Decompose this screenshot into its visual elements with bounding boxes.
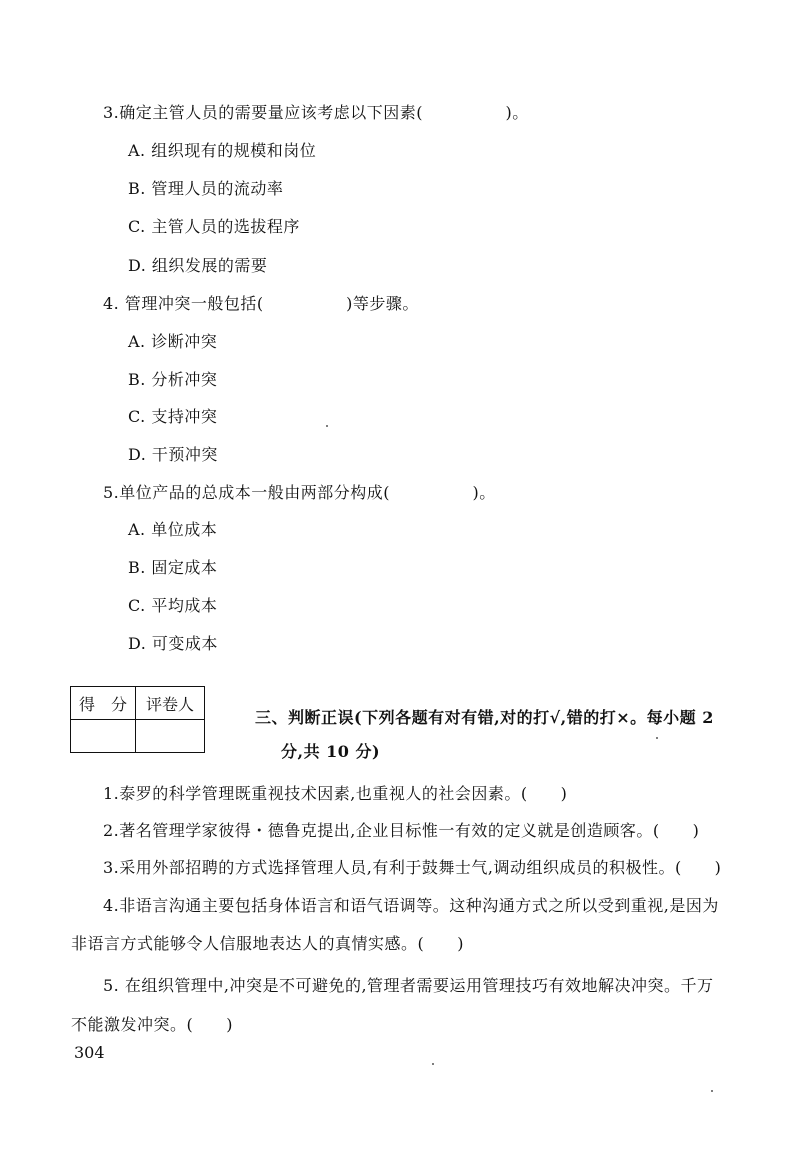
tf-item-2: 2.著名管理学家彼得・德鲁克提出,企业目标惟一有效的定义就是创造顾客。( ) — [103, 821, 700, 840]
question-4-option-a: A. 诊断冲突 — [128, 332, 218, 351]
scan-speck — [326, 425, 328, 427]
question-3-option-d: D. 组织发展的需要 — [128, 256, 268, 275]
grader-header: 评卷人 — [136, 687, 205, 720]
question-3-option-b: B. 管理人员的流动率 — [128, 179, 284, 198]
section-3-heading: 三、判断正误(下列各题有对有错,对的打√,错的打×。每小题 2 — [255, 708, 714, 727]
question-5-option-c: C. 平均成本 — [128, 596, 218, 615]
page-number: 304 — [74, 1043, 105, 1062]
tf-item-4: 4.非语言沟通主要包括身体语言和语气语调等。这种沟通方式之所以受到重视,是因为 — [103, 896, 719, 915]
tf-item-5-cont: 不能激发冲突。( ) — [71, 1015, 233, 1034]
score-header: 得 分 — [71, 687, 136, 720]
scan-speck — [432, 1063, 434, 1065]
question-5-option-a: A. 单位成本 — [128, 520, 218, 539]
grader-cell — [136, 720, 205, 753]
section-3-heading-cont: 分,共 10 分) — [281, 742, 381, 761]
question-3-stem: 3.确定主管人员的需要量应该考虑以下因素( )。 — [103, 103, 529, 122]
question-5-option-b: B. 固定成本 — [128, 558, 218, 577]
question-4-stem: 4. 管理冲突一般包括( )等步骤。 — [103, 294, 419, 313]
tf-item-4-cont: 非语言方式能够令人信服地表达人的真情实感。( ) — [71, 934, 464, 953]
question-5-stem: 5.单位产品的总成本一般由两部分构成( )。 — [103, 483, 496, 502]
question-4-option-c: C. 支持冲突 — [128, 407, 218, 426]
question-4-option-b: B. 分析冲突 — [128, 370, 218, 389]
score-table — [70, 686, 205, 753]
question-3-option-c: C. 主管人员的选拔程序 — [128, 217, 300, 236]
tf-item-1: 1.泰罗的科学管理既重视技术因素,也重视人的社会因素。( ) — [103, 784, 568, 803]
scan-speck — [656, 737, 658, 739]
scan-speck — [711, 1090, 713, 1092]
tf-item-3: 3.采用外部招聘的方式选择管理人员,有利于鼓舞士气,调动组织成员的积极性。( ) — [103, 858, 722, 877]
tf-item-5: 5. 在组织管理中,冲突是不可避免的,管理者需要运用管理技巧有效地解决冲突。千万 — [103, 976, 714, 995]
question-4-option-d: D. 干预冲突 — [128, 445, 218, 464]
question-3-option-a: A. 组织现有的规模和岗位 — [128, 141, 317, 160]
question-5-option-d: D. 可变成本 — [128, 634, 218, 653]
score-cell — [71, 720, 136, 753]
